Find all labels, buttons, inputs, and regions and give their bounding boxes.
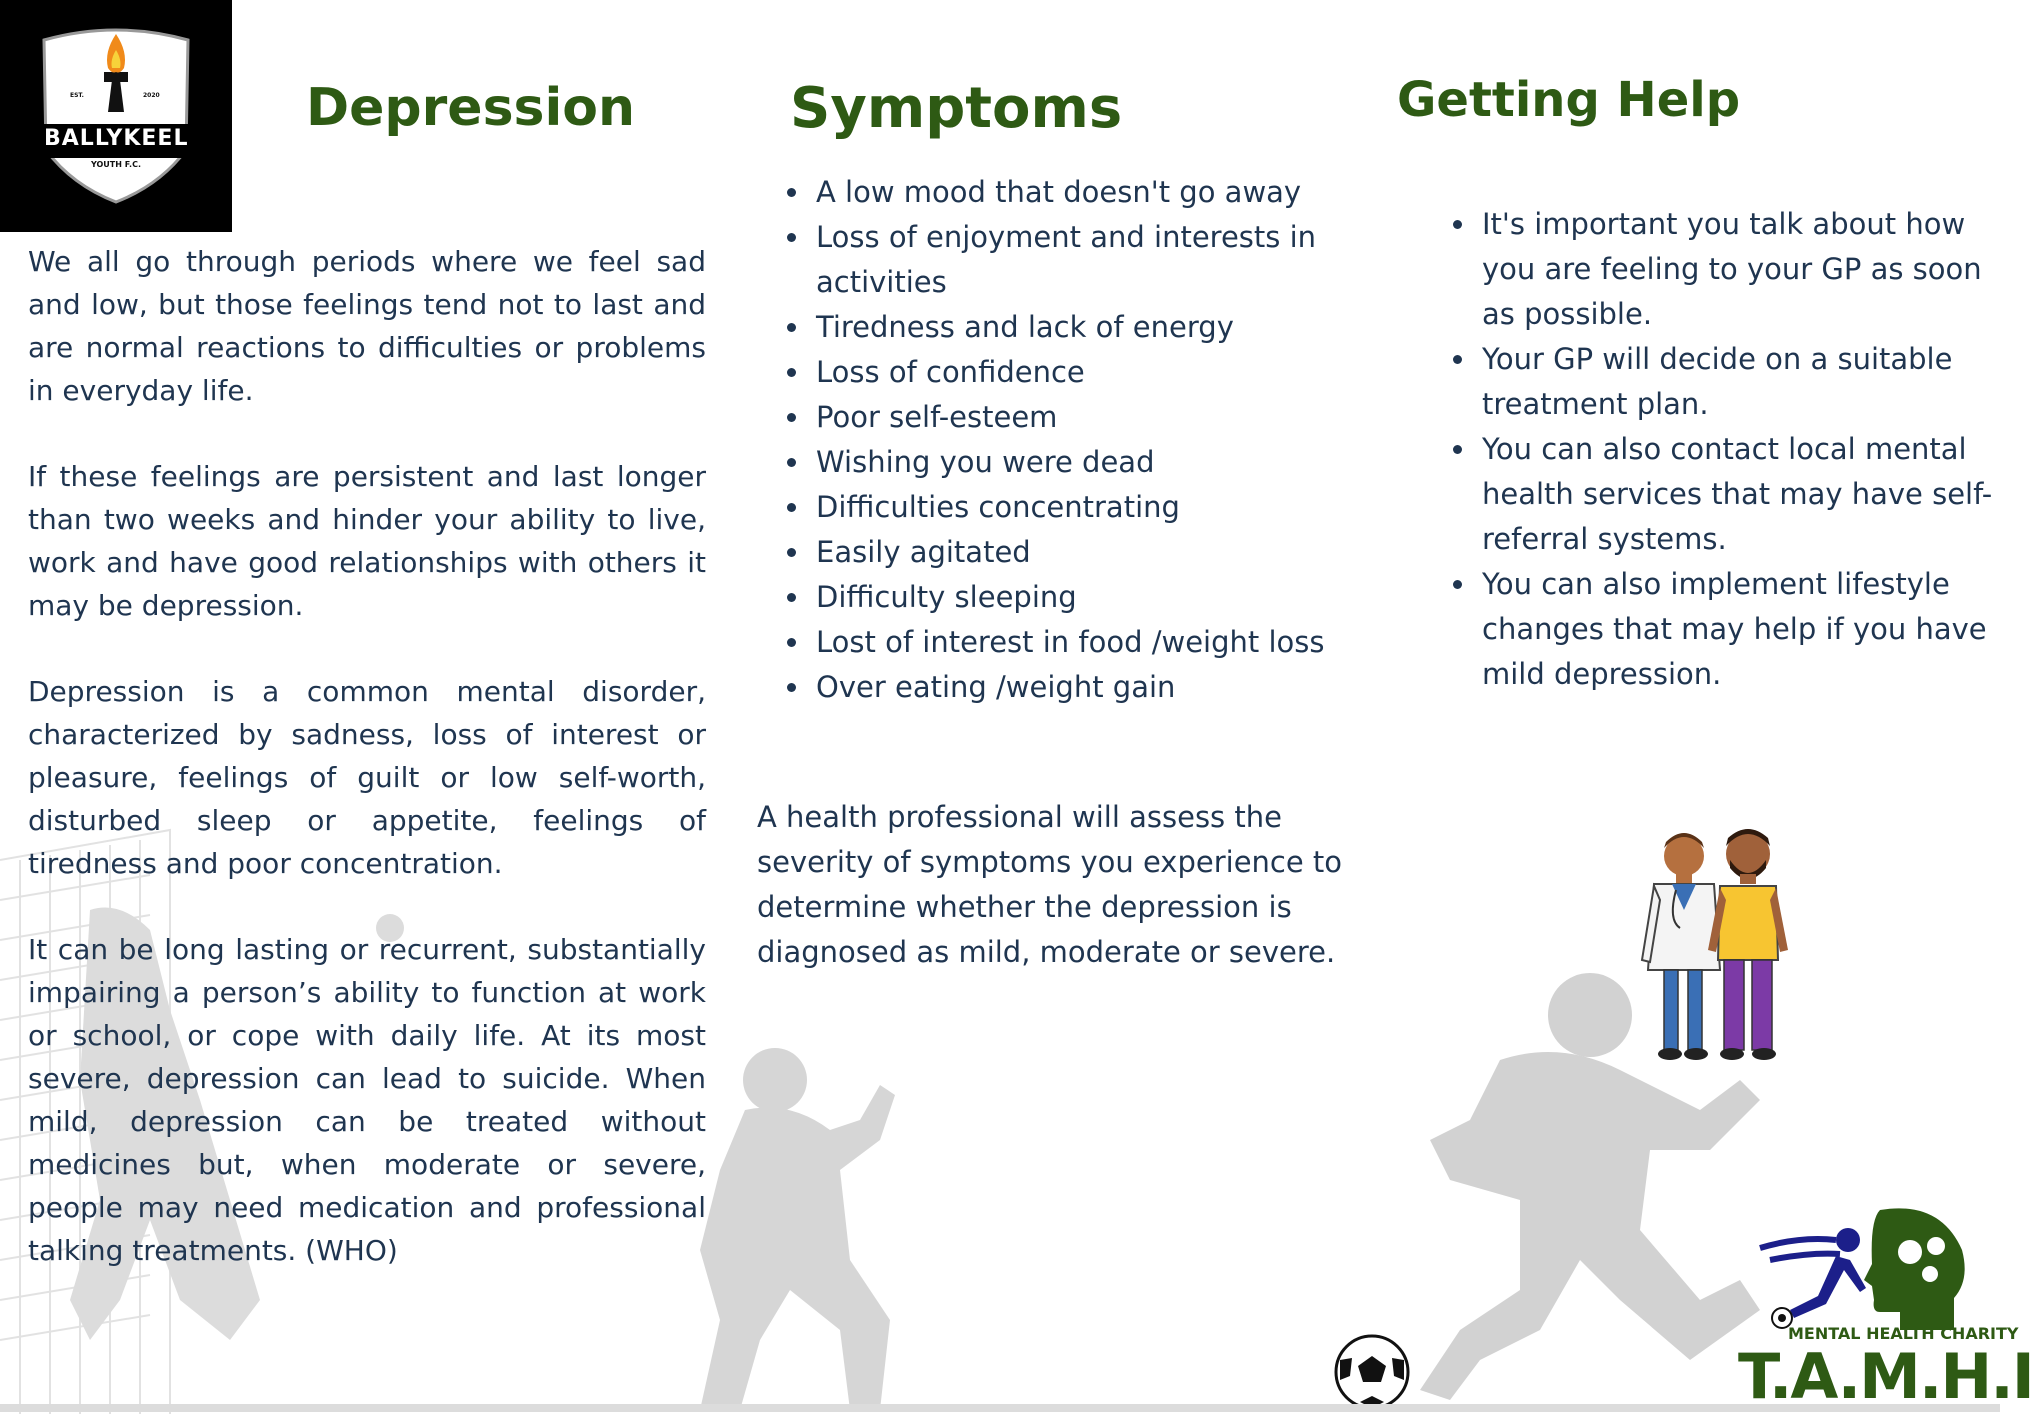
club-crest-icon: [0, 0, 232, 232]
symptoms-assessment-text: A health professional will assess the severity of symptoms you experience to determine whether the depression is diagnosed as mild, moderate or severe.: [757, 800, 1343, 969]
symptom-item: • A low mood that doesn't go away: [812, 170, 1412, 215]
symptom-item: • Loss of confidence: [812, 350, 1412, 395]
symptom-item: • Over eating /weight gain: [812, 665, 1412, 710]
symptom-item: • Easily agitated: [812, 530, 1412, 575]
depression-text-column: [28, 240, 706, 1315]
help-item: • It's important you talk about how you are feeling to your GP as soon as possible.: [1478, 202, 1998, 337]
logo-year-label: 2020: [143, 92, 160, 99]
depression-paragraph: If these feelings are persistent and last longer than two weeks and hinder your ability to live, work and have good relationships with others it may be depression.: [28, 460, 706, 622]
symptom-item: • Difficulties concentrating: [812, 485, 1412, 530]
heading-depression: Depression: [306, 78, 636, 138]
depression-paragraph: We all go through periods where we feel sad and low, but those feelings tend not to last and are normal reactions to difficulties or problems in everyday life.: [28, 245, 706, 407]
symptom-item: • Loss of enjoyment and interests in activities: [812, 215, 1412, 305]
depression-paragraph: It can be long lasting or recurrent, substantially impairing a person’s ability to function at work or school, or cope with daily life. At its most severe, depression can lead to suicide. When mild, depression can be treated without medicines but, when moderate or severe, people may need medication and professional talking treatments. (WHO): [28, 933, 706, 1267]
logo-est-label: EST.: [70, 92, 84, 99]
head-with-gears-icon: [1864, 1208, 1965, 1330]
symptom-item: • Poor self-esteem: [812, 395, 1412, 440]
help-item: • You can also implement lifestyle changes that may help if you have mild depression.: [1478, 562, 1998, 697]
symptoms-list: [780, 170, 1412, 710]
patient-figure: [1708, 829, 1788, 1060]
symptom-item: • Wishing you were dead: [812, 440, 1412, 485]
heading-getting-help: Getting Help: [1397, 72, 1741, 128]
heading-symptoms: Symptoms: [790, 76, 1123, 141]
symptom-item: • Lost of interest in food /weight loss: [812, 620, 1412, 665]
club-logo: [0, 0, 232, 232]
doctor-figure: [1642, 833, 1720, 1060]
help-item: • Your GP will decide on a suitable treatment plan.: [1478, 337, 1998, 427]
logo-club-name: BALLYKEEL: [44, 126, 189, 151]
symptom-item: • Tiredness and lack of energy: [812, 305, 1412, 350]
football-icon: [1336, 1336, 1408, 1408]
kicking-player-icon: [1760, 1239, 1840, 1260]
depression-paragraph: Depression is a common mental disorder, characterized by sadness, loss of interest or pleasure, feelings of guilt or low self-worth, disturbed sleep or appetite, feelings of tiredness and poor concentration.: [28, 675, 706, 880]
tamhi-caption: MENTAL HEALTH CHARITY: [1788, 1324, 2019, 1343]
logo-club-sub: YOUTH F.C.: [91, 160, 141, 169]
player-silhouette-middle: [700, 1048, 895, 1410]
help-item: • You can also contact local mental health services that may have self-referral systems.: [1478, 427, 1998, 562]
doctor-and-patient-illustration: [1628, 820, 1798, 1080]
tamhi-name: T.A.M.H.I: [1738, 1340, 2033, 1413]
getting-help-list: [1446, 202, 1998, 697]
symptom-item: • Difficulty sleeping: [812, 575, 1412, 620]
